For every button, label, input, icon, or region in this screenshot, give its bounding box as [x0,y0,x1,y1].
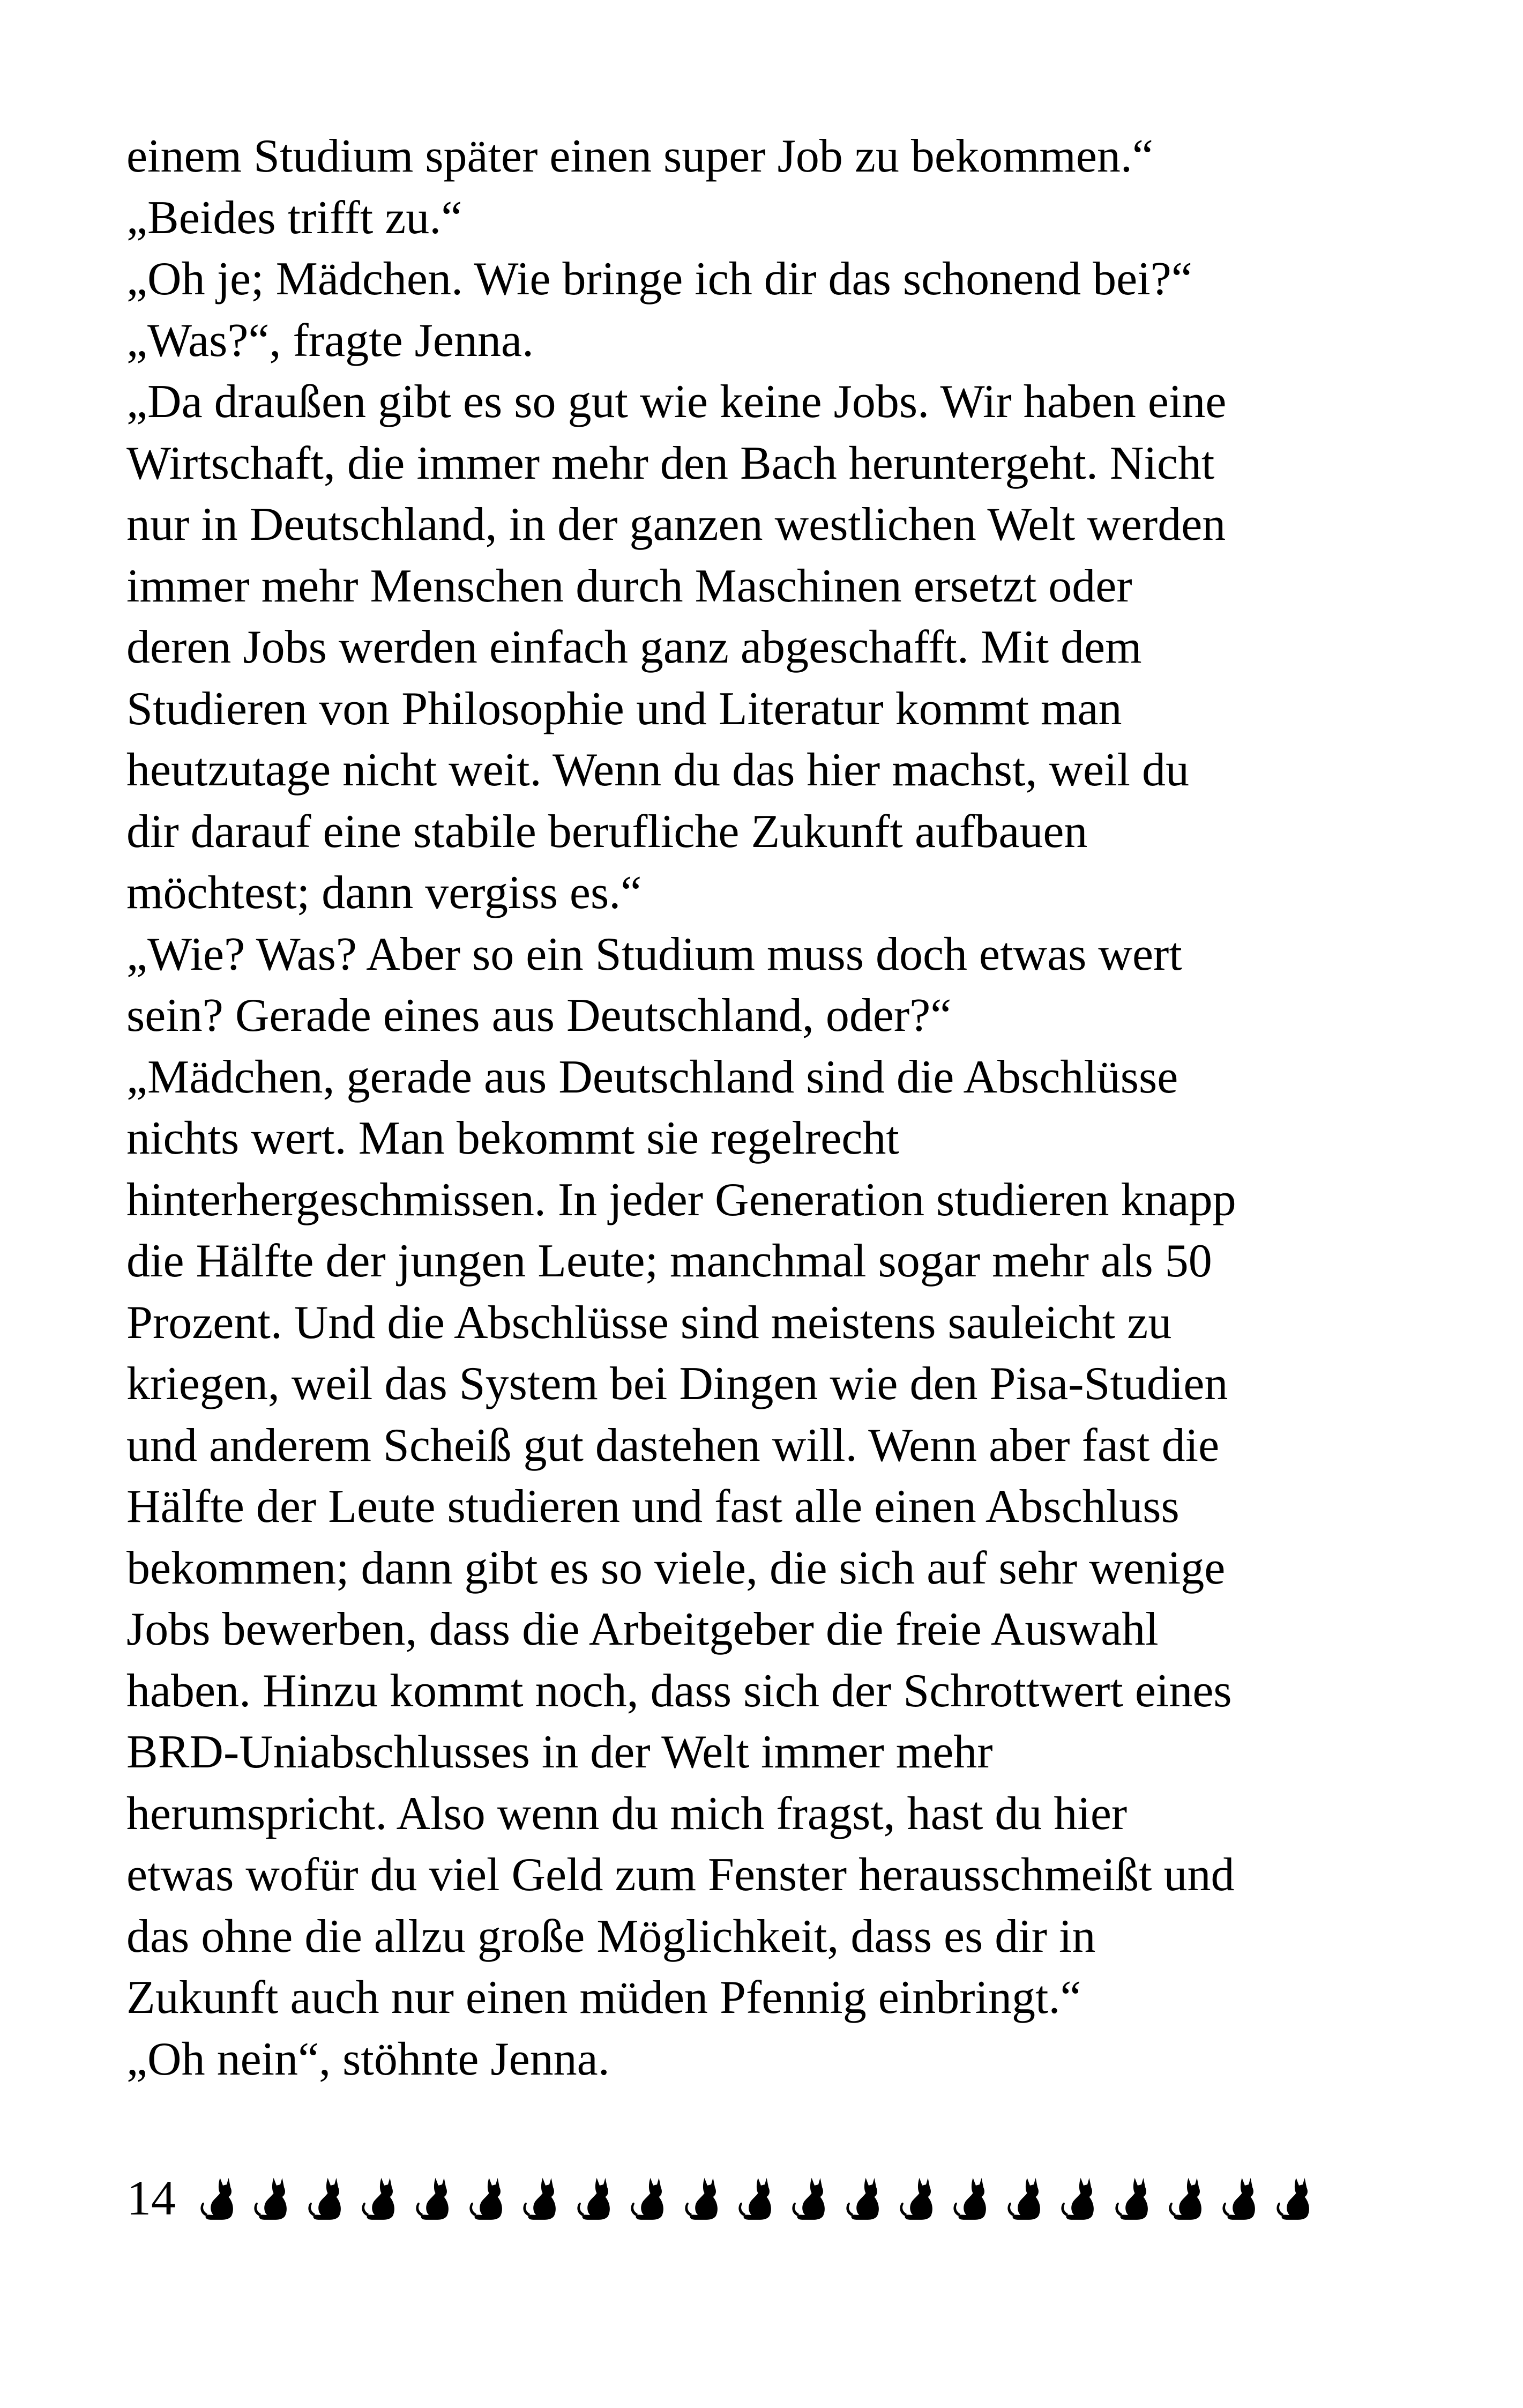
text-line: möchtest; dann vergiss es.“ [126,867,642,919]
cat-silhouette-icon [735,2174,773,2222]
cat-silhouette-icon [1219,2174,1257,2222]
text-line: haben. Hinzu kommt noch, dass sich der Schrottwert eines [126,1664,1232,1717]
text-line: „Wie? Was? Aber so ein Studium muss doch etwas wert [126,928,1182,980]
text-line: Jobs bewerben, dass die Arbeitgeber die freie Auswahl [126,1603,1159,1655]
text-line: herumspricht. Also wenn du mich fragst, hast du hier [126,1787,1128,1840]
text-line: „Da draußen gibt es so gut wie keine Jobs. Wir haben eine [126,376,1227,428]
cat-silhouette-icon [789,2174,827,2222]
text-line: bekommen; dann gibt es so viele, die sich auf sehr wenige [126,1542,1226,1594]
page-footer [126,2166,1327,2230]
text-line: nichts wert. Man bekommt sie regelrecht [126,1112,899,1164]
text-line: „Beides trifft zu.“ [126,191,462,244]
cat-silhouette-icon [1058,2174,1096,2222]
cat-silhouette-icon [628,2174,666,2222]
ornament-row [197,2174,1327,2222]
cat-silhouette-icon [574,2174,612,2222]
cat-silhouette-icon [682,2174,720,2222]
page-number: 14 [126,2171,176,2225]
page-body-text [126,126,1423,2090]
cat-silhouette-icon [950,2174,988,2222]
cat-silhouette-icon [359,2174,397,2222]
text-line: immer mehr Menschen durch Maschinen ersetzt oder [126,560,1132,612]
text-line: die Hälfte der jungen Leute; manchmal sogar mehr als 50 [126,1235,1212,1287]
text-line: „Oh je; Mädchen. Wie bringe ich dir das schonend bei?“ [126,253,1192,305]
text-line: „Was?“, fragte Jenna. [126,314,534,367]
cat-silhouette-icon [897,2174,935,2222]
text-line: Zukunft auch nur einen müden Pfennig einbringt.“ [126,1972,1081,2024]
text-line: etwas wofür du viel Geld zum Fenster herausschmeißt und [126,1849,1235,1901]
cat-silhouette-icon [1112,2174,1150,2222]
text-line: Studieren von Philosophie und Literatur kommt man [126,682,1122,735]
text-line: BRD-Uniabschlusses in der Welt immer mehr [126,1726,993,1778]
cat-silhouette-icon [843,2174,881,2222]
text-line: hinterhergeschmissen. In jeder Generation studieren knapp [126,1173,1236,1226]
text-line: heutzutage nicht weit. Wenn du das hier machst, weil du [126,744,1189,796]
cat-silhouette-icon [305,2174,343,2222]
cat-silhouette-icon [520,2174,558,2222]
text-line: dir darauf eine stabile berufliche Zukunft aufbauen [126,805,1088,858]
text-line: nur in Deutschland, in der ganzen westlichen Welt werden [126,499,1226,551]
cat-silhouette-icon [197,2174,235,2222]
text-line: Prozent. Und die Abschlüsse sind meistens sauleicht zu [126,1296,1172,1349]
cat-silhouette-icon [1273,2174,1311,2222]
cat-silhouette-icon [1166,2174,1204,2222]
cat-silhouette-icon [251,2174,289,2222]
cat-silhouette-icon [413,2174,451,2222]
cat-silhouette-icon [466,2174,504,2222]
text-line: sein? Gerade eines aus Deutschland, oder?“ [126,990,952,1042]
text-line: das ohne die allzu große Möglichkeit, dass es dir in [126,1910,1096,1963]
text-line: Hälfte der Leute studieren und fast alle einen Abschluss [126,1481,1179,1533]
text-line: kriegen, weil das System bei Dingen wie den Pisa-Studien [126,1358,1228,1410]
cat-silhouette-icon [1004,2174,1042,2222]
text-line: „Oh nein“, stöhnte Jenna. [126,2033,610,2085]
text-line: deren Jobs werden einfach ganz abgeschafft. Mit dem [126,621,1142,673]
text-line: einem Studium später einen super Job zu bekommen.“ [126,130,1153,182]
text-line: „Mädchen, gerade aus Deutschland sind die Abschlüsse [126,1051,1178,1103]
text-line: Wirtschaft, die immer mehr den Bach heruntergeht. Nicht [126,437,1215,489]
text-line: und anderem Scheiß gut dastehen will. Wenn aber fast die [126,1419,1220,1471]
